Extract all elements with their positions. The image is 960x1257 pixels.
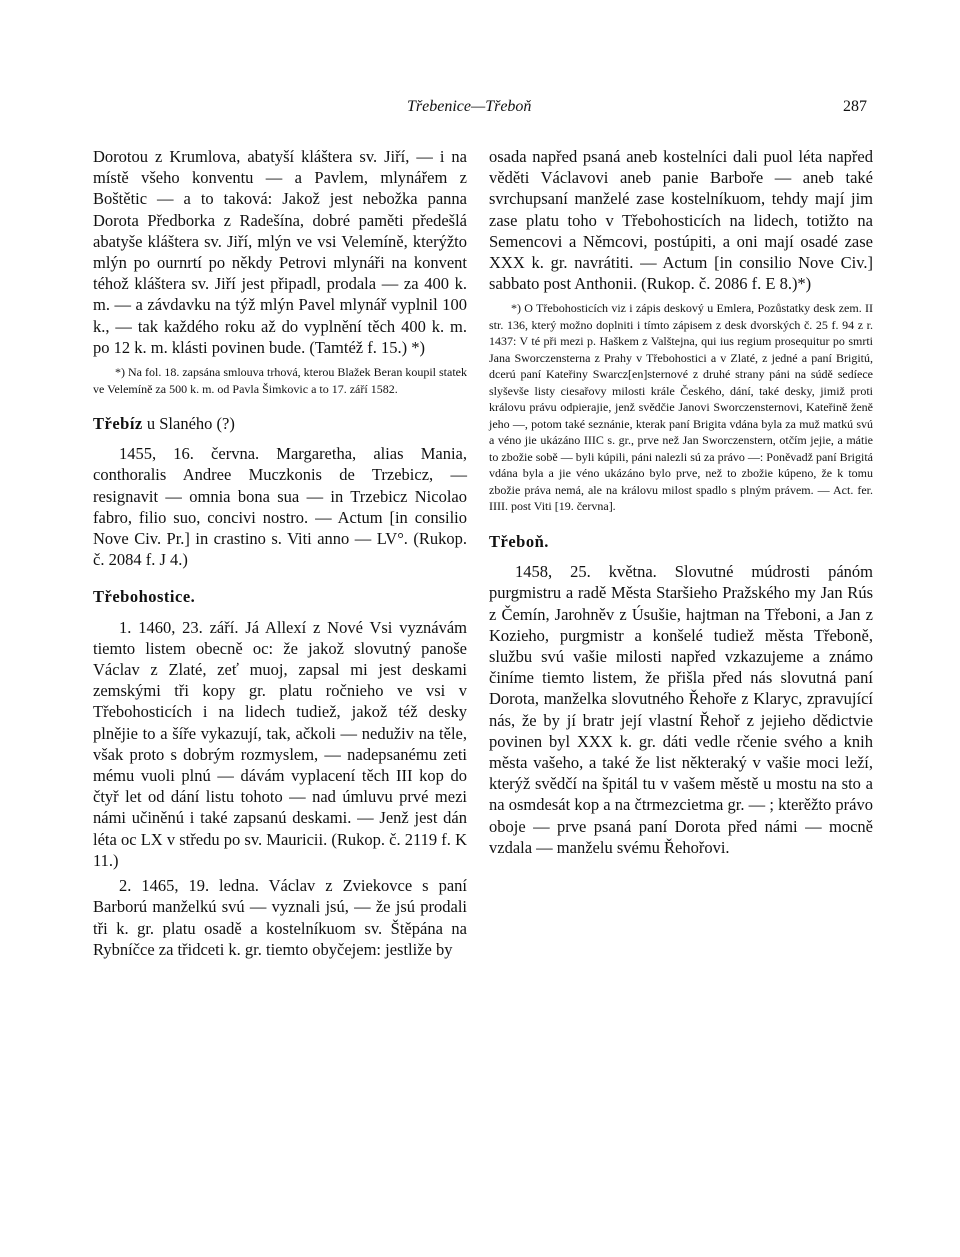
- left-column: [93, 146, 467, 960]
- section-heading-trebohostice: Třebohostice.: [93, 587, 196, 607]
- page-number: 287: [843, 98, 867, 115]
- heading-suffix: u Slaného (?): [142, 414, 235, 434]
- section-heading-trebiz: [93, 413, 467, 434]
- footnote: *) O Třebohosticích viz i zápis deskový u Emlera, Pozůstatky desk zem. II str. 136, který možno doplniti i tímto zápisem z desk dvorských č. 25 f. 94 z r. 1437: V té při mezi p. Haškem z Valštejna, qui ius regium prosequitur po smrti Jana Sworczensterna z Prahy v Třebohostici a v Zlaté, z jedné a paní Brigitú, dcerú paní Kateřiny Swarcz[en]sternové z druhé strany páni na súdě sedíece slyševše listy ciesařovy milosti krále Českého, dání, také desky, jimiž proti královu právu odpierajie, jenž svědčie Janovi Sworczensternovi, Kateřině ženě jeho —, potom také seznánie, kterak paní Brigita vdána byla za muž matkú svú a véno jie ukázáno IIIC s. gr., prve než Jan Sworczenstern, otčím jejie, a mátie to zbožie sobě — byli kúpili, páni nalezli sú za právo —: Poněvadž paní Brigitá vdána byla a jie véno ukázáno bylo prve, než to zbožie kúpeno, že k tomu zbožie práva nemá, ale na královu milost spadlo s plným právem. — Act. fer. IIII. post Viti [19. června].: [489, 301, 873, 514]
- running-title: Třebenice—Třeboň: [407, 98, 532, 115]
- entry-paragraph: osada napřed psaná aneb kostelníci dali puol léta napřed věděti Václavovi aneb panie Barboře — aneb také svrchupsaní manželé zase kostelníkuom, tehdy mají jim zase platu toho v Třebohosticích na lidech, totižto na Semencovi a Němcovi, postúpiti, a oni mají osadé zase XXX k. gr. navrátiti. — Actum [in consilio Nove Civ.] sabbato post Anthonii. (Rukop. č. 2086 f. E 8.)*): [489, 147, 873, 294]
- entry-paragraph: 1458, 25. května. Slovutné múdrosti pánóm purgmistru a radě Města Staršieho Pražského my Jan Rús z Čemín, Jarohněv z Úsušie, hajtman na Třeboni, a Jan z Kozieho, purgmistr a konšelé tudiež města Třeboně, službu svú vašie milosti napřed vzkazujeme a známo činíme tiemto listem, že přišla před nás slovutná paní Dorota, manželka slovutného Řehoře z Klaryc, zpravující nás, že by jí bratr její vlastní Řehoř z jejieho dědictvie povinen byl XXX k. gr. dáti vedle rčenie svého a knih města vašeho, a také že list některaký v vašie moci leží, kterýž svědčí na špitál tu v vašem městě u mostu na sto a na osmdesát kop a na čtrmezcietma gr. — ; kterěžto právo oboje — prve psaná paní Dorota před námi — mocně vzdala — manželu svému Řehořovi.: [489, 562, 873, 857]
- footnote: *) Na fol. 18. zapsána smlouva trhová, kterou Blažek Beran koupil statek ve Velemíně za 500 k. m. od Pavla Šimkovic a to 17. září 1582.: [93, 365, 467, 396]
- entry-paragraph: 1. 1460, 23. září. Já Allexí z Nové Vsi vyznávám tiemto listem obecně oc: že jakož slovutný panoše Václav z Zlaté, zeť muoj, zapsal mi jest deskami zemskými tři kopy gr. platu ročnieho ve vsi v Třebohosticích i na lidech tudiež, jakož též desky plnějie to a šíře vykazují, tak, ačkoli — neduživ na těle, však proto s dobrým rozmyslem, — nadepsanému zeti mému vuoli plnú — dávám vyplacení těch III kop do čtyř let od dání listu tohoto — nad úmluvu prvé mezi námi učiněnú i také zapsanú deskami. — Jenž jest dán léta oc LX v středu po sv. Mauricii. (Rukop. č. 2119 f. K 11.): [93, 617, 467, 870]
- heading-text: Třebíz: [93, 414, 143, 434]
- entry-paragraph: 2. 1465, 19. ledna. Václav z Zviekovce s paní Barború manželkú svú — vyznali jsú, — že jsú prodali tři k. gr. platu osadě a kostelníkuom sv. Štěpána na Rybníčce za třidceti k. gr. tiemto obyčejem: jestliže by: [93, 876, 467, 959]
- right-column: [489, 146, 873, 858]
- entry-paragraph: 1455, 16. června. Margaretha, alias Mania, conthoralis Andree Muczkonis de Trzebicz, — resignavit — omnia bona sua — in Trzebicz Nicolao fabro, filio suo, concivi nostro. — Actum [in consilio Nove Civ. Pr.] in crastino s. Viti anno — LV°. (Rukop. č. 2084 f. J 4.): [93, 444, 467, 570]
- continuation-paragraph: Dorotou z Krumlova, abatyší kláštera sv. Jiří, — i na místě všeho konventu — a Pavlem, mlynářem z Boštětic — a to taková: Jakož jest nebožka panna Dorota Předborka z Radešína, dobré paměti předešlá abatyše kláštera sv. Jiří, mlýn ve vsi Velemíně, kterýžto mlýn po ournrtí po někdy Petrovi mlynáři na konvent téhož kláštera sv. Jiří jest připadl, prodala — za 400 k. m. — a závdavku na týž mlýn Pavel mlynář vyplnil 100 k., — tak každého roku až do vyplnění těch 400 k. m. po 12 k. m. klásti povinen bude. (Tamtéž f. 15.) *): [93, 147, 467, 357]
- section-heading-trebon: Třeboň.: [489, 531, 549, 551]
